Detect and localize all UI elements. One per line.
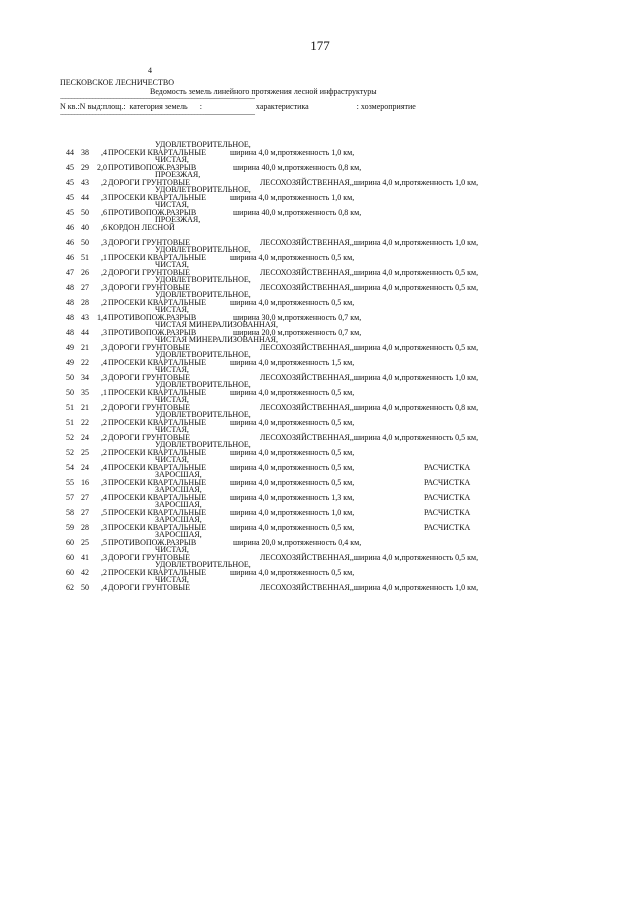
quarter-number: 48 [66, 298, 74, 307]
condition-text: УДОВЛЕТВОРИТЕЛЬНОЕ, [155, 185, 251, 194]
category-cell: ПРОСЕКИ КВАРТАЛЬНЫЕ [108, 253, 206, 262]
section-number-cell: 44 [81, 193, 89, 202]
area-cell: ,3 [101, 343, 107, 352]
characteristic-cell: ЛЕСОХОЗЯЙСТВЕННАЯ,,ширина 4,0 м,протяженность 1,0 км, [260, 238, 479, 247]
condition-text: ЧИСТАЯ, [155, 365, 189, 374]
table-row [0, 583, 640, 592]
category-cell: КОРДОН ЛЕСНОЙ [108, 223, 175, 232]
condition-text: ЧИСТАЯ, [155, 395, 189, 404]
section-number-cell: 44 [81, 328, 89, 337]
section-number-cell: 25 [81, 538, 89, 547]
condition-text: ЧИСТАЯ, [155, 545, 189, 554]
condition-text: ЧИСТАЯ, [155, 260, 189, 269]
quarter-number: 59 [66, 523, 74, 532]
characteristic-cell: ширина 4,0 м,протяженность 1,5 км, [230, 358, 355, 367]
section-number-cell: 21 [81, 343, 89, 352]
category-cell: ПРОСЕКИ КВАРТАЛЬНЫЕ [108, 418, 206, 427]
quarter-number: 46 [66, 238, 74, 247]
category-cell: ПРОТИВОПОЖ.РАЗРЫВ [108, 313, 197, 322]
characteristic-cell: ширина 4,0 м,протяженность 0,5 км, [230, 418, 355, 427]
activity-cell: РАСЧИСТКА [424, 523, 471, 532]
category-cell: ПРОТИВОПОЖ.РАЗРЫВ [108, 328, 197, 337]
section-number-cell: 50 [81, 208, 89, 217]
quarter-number: 58 [66, 508, 74, 517]
category-cell: ПРОСЕКИ КВАРТАЛЬНЫЕ [108, 568, 206, 577]
characteristic-cell: ширина 4,0 м,протяженность 1,0 км, [230, 508, 355, 517]
section-number-cell: 27 [81, 508, 89, 517]
area-cell: ,2 [101, 418, 107, 427]
characteristic-cell: ЛЕСОХОЗЯЙСТВЕННАЯ,,ширина 4,0 м,протяженность 0,8 км, [260, 403, 479, 412]
characteristic-cell: ширина 4,0 м,протяженность 0,5 км, [230, 388, 355, 397]
characteristic-cell: ширина 40,0 м,протяженность 0,8 км, [233, 163, 362, 172]
section-number-cell: 16 [81, 478, 89, 487]
area-cell: ,3 [101, 553, 107, 562]
quarter-number: 45 [66, 193, 74, 202]
section-number-cell: 22 [81, 418, 89, 427]
condition-text: УДОВЛЕТВОРИТЕЛЬНОЕ, [155, 560, 251, 569]
condition-text: ЗАРОСШАЯ, [155, 515, 202, 524]
area-cell: 2,0 [97, 163, 107, 172]
category-cell: ПРОТИВОПОЖ.РАЗРЫВ [108, 163, 197, 172]
area-cell: ,4 [101, 463, 107, 472]
area-cell: ,6 [101, 208, 107, 217]
condition-text: УДОВЛЕТВОРИТЕЛЬНОЕ, [155, 410, 251, 419]
section-number-cell: 34 [81, 373, 89, 382]
page-number: 177 [310, 38, 330, 53]
quarter-number: 45 [66, 178, 74, 187]
section-number-cell: 51 [81, 253, 89, 262]
category-cell: ПРОСЕКИ КВАРТАЛЬНЫЕ [108, 478, 206, 487]
quarter-number: 49 [66, 343, 74, 352]
section-number-cell: 24 [81, 433, 89, 442]
area-cell: ,3 [101, 478, 107, 487]
characteristic-cell: ширина 30,0 м,протяженность 0,7 км, [233, 313, 362, 322]
characteristic-cell: ширина 4,0 м,протяженность 0,5 км, [230, 478, 355, 487]
characteristic-cell: ширина 4,0 м,протяженность 1,3 км, [230, 493, 355, 502]
area-cell: ,1 [101, 253, 107, 262]
category-cell: ПРОСЕКИ КВАРТАЛЬНЫЕ [108, 358, 206, 367]
condition-text: ЗАРОСШАЯ, [155, 485, 202, 494]
quarter-number: 52 [66, 448, 74, 457]
quarter-number: 46 [66, 223, 74, 232]
category-cell: ПРОТИВОПОЖ.РАЗРЫВ [108, 208, 197, 217]
area-cell: ,2 [101, 433, 107, 442]
category-cell: ДОРОГИ ГРУНТОВЫЕ [108, 283, 191, 292]
quarter-number: 48 [66, 328, 74, 337]
condition-text: ПРОЕЗЖАЯ, [155, 170, 201, 179]
characteristic-cell: ЛЕСОХОЗЯЙСТВЕННАЯ,,ширина 4,0 м,протяженность 0,5 км, [260, 433, 479, 442]
area-cell: ,4 [101, 583, 107, 592]
condition-text: УДОВЛЕТВОРИТЕЛЬНОЕ, [155, 140, 251, 149]
category-cell: ПРОСЕКИ КВАРТАЛЬНЫЕ [108, 508, 206, 517]
area-cell: ,5 [101, 508, 107, 517]
condition-text: ЗАРОСШАЯ, [155, 530, 202, 539]
quarter-number: 48 [66, 283, 74, 292]
section-number-cell: 50 [81, 583, 89, 592]
characteristic-cell: ширина 4,0 м,протяженность 1,0 км, [230, 148, 355, 157]
condition-text: УДОВЛЕТВОРИТЕЛЬНОЕ, [155, 350, 251, 359]
category-cell: ПРОТИВОПОЖ.РАЗРЫВ [108, 538, 197, 547]
section-number-cell: 28 [81, 523, 89, 532]
category-cell: ПРОСЕКИ КВАРТАЛЬНЫЕ [108, 148, 206, 157]
characteristic-cell: ширина 20,0 м,протяженность 0,4 км, [233, 538, 362, 547]
characteristic-cell: ширина 4,0 м,протяженность 0,5 км, [230, 298, 355, 307]
area-cell: ,2 [101, 403, 107, 412]
category-cell: ДОРОГИ ГРУНТОВЫЕ [108, 433, 191, 442]
header-rule-bottom: ---------------------------------------------------------------------------------------------------------------------------------- [60, 112, 255, 118]
activity-cell: РАСЧИСТКА [424, 463, 471, 472]
category-cell: ПРОСЕКИ КВАРТАЛЬНЫЕ [108, 463, 206, 472]
category-cell: ДОРОГИ ГРУНТОВЫЕ [108, 553, 191, 562]
condition-text: ЗАРОСШАЯ, [155, 470, 202, 479]
condition-text: ПРОЕЗЖАЯ, [155, 215, 201, 224]
quarter-number: 49 [66, 358, 74, 367]
area-cell: ,6 [101, 223, 107, 232]
category-cell: ПРОСЕКИ КВАРТАЛЬНЫЕ [108, 448, 206, 457]
section-number-cell: 43 [81, 313, 89, 322]
quarter-number: 44 [66, 148, 74, 157]
section-number-cell: 38 [81, 148, 89, 157]
area-cell: ,3 [101, 328, 107, 337]
section-number-cell: 27 [81, 493, 89, 502]
quarter-number: 52 [66, 433, 74, 442]
area-cell: ,5 [101, 538, 107, 547]
characteristic-cell: ширина 20,0 м,протяженность 0,7 км, [233, 328, 362, 337]
condition-text: УДОВЛЕТВОРИТЕЛЬНОЕ, [155, 380, 251, 389]
section-number-cell: 40 [81, 223, 89, 232]
section-number-cell: 35 [81, 388, 89, 397]
condition-text: ЧИСТАЯ МИНЕРАЛИЗОВАННАЯ, [155, 320, 278, 329]
area-cell: ,3 [101, 283, 107, 292]
characteristic-cell: ширина 4,0 м,протяженность 0,5 км, [230, 253, 355, 262]
quarter-number: 51 [66, 418, 74, 427]
condition-text: ЧИСТАЯ МИНЕРАЛИЗОВАННАЯ, [155, 335, 278, 344]
condition-text: ЧИСТАЯ, [155, 425, 189, 434]
area-cell: ,3 [101, 193, 107, 202]
characteristic-cell: ширина 4,0 м,протяженность 0,5 км, [230, 523, 355, 532]
condition-text: УДОВЛЕТВОРИТЕЛЬНОЕ, [155, 290, 251, 299]
quarter-number: 50 [66, 388, 74, 397]
condition-text: ЧИСТАЯ, [155, 305, 189, 314]
area-cell: 1,4 [97, 313, 107, 322]
quarter-number: 48 [66, 313, 74, 322]
characteristic-cell: ширина 4,0 м,протяженность 0,5 км, [230, 448, 355, 457]
area-cell: ,3 [101, 373, 107, 382]
section-number-cell: 26 [81, 268, 89, 277]
header-rule-top: ---------------------------------------------------------------------------------------------------------------------------------- [60, 96, 255, 102]
forestry-name: ПЕСКОВСКОЕ ЛЕСНИЧЕСТВО [60, 78, 175, 87]
category-cell: ДОРОГИ ГРУНТОВЫЕ [108, 178, 191, 187]
section-number-cell: 43 [81, 178, 89, 187]
category-cell: ПРОСЕКИ КВАРТАЛЬНЫЕ [108, 523, 206, 532]
category-cell: ДОРОГИ ГРУНТОВЫЕ [108, 403, 191, 412]
section-number-cell: 29 [81, 163, 89, 172]
activity-cell: РАСЧИСТКА [424, 508, 471, 517]
area-cell: ,2 [101, 178, 107, 187]
category-cell: ПРОСЕКИ КВАРТАЛЬНЫЕ [108, 298, 206, 307]
characteristic-cell: ЛЕСОХОЗЯЙСТВЕННАЯ,,ширина 4,0 м,протяженность 1,0 км, [260, 178, 479, 187]
area-cell: ,4 [101, 493, 107, 502]
condition-text: ЗАРОСШАЯ, [155, 500, 202, 509]
area-cell: ,4 [101, 148, 107, 157]
section-number-cell: 22 [81, 358, 89, 367]
table-row [0, 223, 640, 232]
quarter-number: 62 [66, 583, 74, 592]
area-cell: ,2 [101, 568, 107, 577]
characteristic-cell: ширина 4,0 м,протяженность 0,5 км, [230, 463, 355, 472]
characteristic-cell: ширина 4,0 м,протяженность 0,5 км, [230, 568, 355, 577]
section-number-cell: 27 [81, 283, 89, 292]
category-cell: ДОРОГИ ГРУНТОВЫЕ [108, 268, 191, 277]
quarter-number: 60 [66, 568, 74, 577]
section-number-cell: 50 [81, 238, 89, 247]
area-cell: ,2 [101, 268, 107, 277]
section-number: 4 [148, 66, 152, 75]
condition-text: УДОВЛЕТВОРИТЕЛЬНОЕ, [155, 245, 251, 254]
section-number-cell: 25 [81, 448, 89, 457]
category-cell: ДОРОГИ ГРУНТОВЫЕ [108, 583, 191, 592]
condition-text: УДОВЛЕТВОРИТЕЛЬНОЕ, [155, 440, 251, 449]
characteristic-cell: ЛЕСОХОЗЯЙСТВЕННАЯ,,ширина 4,0 м,протяженность 0,5 км, [260, 283, 479, 292]
area-cell: ,3 [101, 523, 107, 532]
quarter-number: 45 [66, 163, 74, 172]
characteristic-cell: ЛЕСОХОЗЯЙСТВЕННАЯ,,ширина 4,0 м,протяженность 1,0 км, [260, 373, 479, 382]
category-cell: ДОРОГИ ГРУНТОВЫЕ [108, 373, 191, 382]
characteristic-cell: ширина 4,0 м,протяженность 1,0 км, [230, 193, 355, 202]
characteristic-cell: ширина 40,0 м,протяженность 0,8 км, [233, 208, 362, 217]
condition-text: ЧИСТАЯ, [155, 155, 189, 164]
characteristic-cell: ЛЕСОХОЗЯЙСТВЕННАЯ,,ширина 4,0 м,протяженность 0,5 км, [260, 268, 479, 277]
category-cell: ПРОСЕКИ КВАРТАЛЬНЫЕ [108, 493, 206, 502]
characteristic-cell: ЛЕСОХОЗЯЙСТВЕННАЯ,,ширина 4,0 м,протяженность 1,0 км, [260, 583, 479, 592]
quarter-number: 60 [66, 538, 74, 547]
category-cell: ДОРОГИ ГРУНТОВЫЕ [108, 238, 191, 247]
quarter-number: 46 [66, 253, 74, 262]
section-number-cell: 42 [81, 568, 89, 577]
category-cell: ПРОСЕКИ КВАРТАЛЬНЫЕ [108, 193, 206, 202]
section-number-cell: 28 [81, 298, 89, 307]
quarter-number: 54 [66, 463, 74, 472]
condition-text: ЧИСТАЯ, [155, 455, 189, 464]
condition-text: УДОВЛЕТВОРИТЕЛЬНОЕ, [155, 275, 251, 284]
area-cell: ,2 [101, 448, 107, 457]
quarter-number: 60 [66, 553, 74, 562]
characteristic-cell: ЛЕСОХОЗЯЙСТВЕННАЯ,,ширина 4,0 м,протяженность 0,5 км, [260, 343, 479, 352]
quarter-number: 57 [66, 493, 74, 502]
column-headers: N кв.:N выд:площ.: категория земель : характеристика : хозмероприятие [60, 102, 416, 111]
section-number-cell: 41 [81, 553, 89, 562]
quarter-number: 55 [66, 478, 74, 487]
quarter-number: 50 [66, 373, 74, 382]
activity-cell: РАСЧИСТКА [424, 478, 471, 487]
category-cell: ПРОСЕКИ КВАРТАЛЬНЫЕ [108, 388, 206, 397]
section-number-cell: 21 [81, 403, 89, 412]
activity-cell: РАСЧИСТКА [424, 493, 471, 502]
characteristic-cell: ЛЕСОХОЗЯЙСТВЕННАЯ,,ширина 4,0 м,протяженность 0,5 км, [260, 553, 479, 562]
area-cell: ,4 [101, 358, 107, 367]
quarter-number: 47 [66, 268, 74, 277]
section-number-cell: 24 [81, 463, 89, 472]
document-title: Ведомость земель линейного протяжения лесной инфраструктуры [150, 87, 377, 96]
area-cell: ,1 [101, 388, 107, 397]
condition-text: ЧИСТАЯ, [155, 575, 189, 584]
quarter-number: 45 [66, 208, 74, 217]
category-cell: ДОРОГИ ГРУНТОВЫЕ [108, 343, 191, 352]
area-cell: ,2 [101, 298, 107, 307]
area-cell: ,3 [101, 238, 107, 247]
quarter-number: 51 [66, 403, 74, 412]
condition-text: ЧИСТАЯ, [155, 200, 189, 209]
